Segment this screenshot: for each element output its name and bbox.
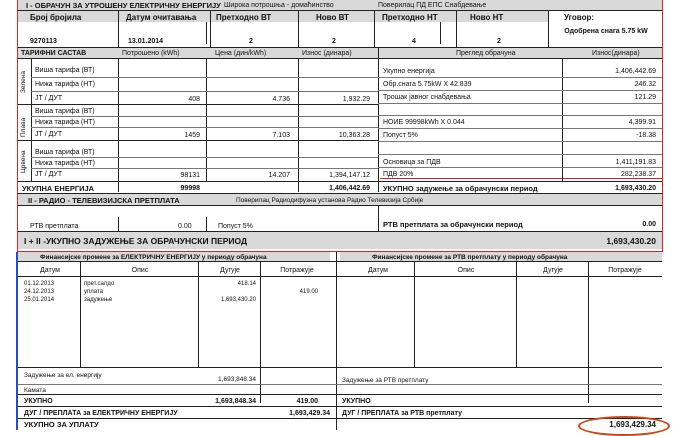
- rule: [198, 261, 199, 367]
- rule: [378, 141, 662, 142]
- total-energy-amount: 1,406,442.69: [329, 185, 370, 192]
- rule: [18, 181, 662, 182]
- supply-label: Трошак јавног снабдевања: [383, 94, 471, 101]
- section2-creditor: Поверилац Радиодифузна установа Радио Телевизија Србије: [236, 197, 424, 204]
- section1-category: Широка потрошња - домаћинство: [224, 2, 334, 9]
- zone-green: Зелена: [20, 71, 27, 93]
- rule: [18, 406, 662, 407]
- fin-row-debit: 418.14: [237, 281, 256, 287]
- rule: [378, 167, 662, 168]
- green-vt-label: Виша тарифа (ВТ): [35, 67, 95, 74]
- rule: [118, 11, 119, 47]
- reading-date: 13.01.2014: [128, 38, 164, 45]
- fin-energy-title: Финансијске промене за ЕЛЕКТРИЧНУ ЕНЕРГИЈУ у периоду обрачуна: [40, 254, 267, 261]
- fin-rtv-col-debit: Дугује: [543, 267, 563, 274]
- fin-energy-col-desc: Опис: [131, 267, 149, 274]
- prev-nt-value: 4: [412, 38, 416, 45]
- rule: [31, 116, 378, 117]
- rule: [206, 22, 207, 44]
- blue-jt-amount: 10,363.28: [338, 132, 370, 139]
- red-jt-label: ЈТ / ДУТ: [35, 171, 63, 178]
- fin-row-desc: задужење: [84, 297, 113, 303]
- rule: [378, 154, 662, 155]
- rule: [18, 205, 662, 206]
- section1-title: I - ОБРАЧУН ЗА УТРОШЕНУ ЕЛЕКТРИЧНУ ЕНЕРГИЈУ: [26, 1, 221, 10]
- section1-creditor: Поверилац ПД ЕПС Снабдевање: [378, 2, 487, 9]
- rtv-period-value: 0.00: [642, 221, 656, 228]
- vat-value: 282,238.37: [620, 171, 656, 178]
- fin-row-desc: прет.салдо: [84, 281, 115, 287]
- green-jt-price: 4.736: [272, 96, 290, 103]
- grand-total-value: 1,693,430.20: [606, 236, 656, 246]
- fin-energy-col-date: Датум: [40, 267, 60, 274]
- blue-jt-label: ЈТ / ДУТ: [35, 131, 63, 138]
- rule: [118, 58, 119, 192]
- rule: [18, 104, 378, 105]
- fin-row-credit: 419.00: [299, 289, 318, 295]
- rule: [440, 22, 441, 44]
- rule: [18, 384, 662, 385]
- zone-red: Црвена: [20, 150, 27, 174]
- green-jt-consumed: 408: [188, 96, 200, 103]
- new-vt-value: 2: [332, 38, 336, 45]
- col-price: Цена (дин/kWh): [215, 50, 267, 57]
- fin-row-date: 01.12.2013: [24, 281, 55, 287]
- section2-title: II - РАДИО - ТЕЛЕВИЗИЈСКА ПРЕТПЛАТА: [28, 196, 180, 205]
- total-consumed: 99998: [180, 185, 200, 192]
- fin-energy-col-credit: Потражује: [280, 267, 314, 274]
- col-contract: Уговор:: [564, 13, 595, 22]
- red-nt-label: Нижа тарифа (НТ): [35, 160, 95, 167]
- rule: [378, 48, 379, 192]
- total-energy-label: УКУПНА ЕНЕРГИЈА: [22, 184, 95, 193]
- fin-energy-charge-label: Задужење за ел. енергију: [24, 372, 102, 379]
- rtv-discount-label: Попуст 5%: [218, 223, 253, 230]
- red-jt-consumed: 98131: [180, 172, 200, 179]
- power-value: 246.32: [634, 81, 656, 88]
- rule: [378, 90, 662, 91]
- fin-row-desc: уплата: [84, 289, 103, 295]
- fin-rtv-col-credit: Потражује: [608, 267, 642, 274]
- rule: [378, 205, 379, 232]
- vat-base-label: Основица за ПДВ: [383, 159, 441, 166]
- rule: [18, 140, 378, 141]
- period-total-label: УКУПНО задужење за обрачунски период: [383, 184, 538, 193]
- rule: [206, 217, 207, 231]
- fin-energy-charge-value: 1,693,848.34: [218, 376, 256, 383]
- payment-value: 1,693,429.34: [609, 420, 656, 429]
- rule: [18, 261, 662, 262]
- green-nt-label: Нижа тарифа (НТ): [35, 81, 95, 88]
- rule: [414, 261, 415, 367]
- fin-energy-balance-label: ДУГ / ПРЕПЛАТА за ЕЛЕКТРИЧНУ ЕНЕРГИЈУ: [24, 410, 178, 417]
- period-total-value: 1,693,430.20: [615, 185, 656, 192]
- rule: [378, 77, 662, 78]
- fin-rtv-balance-label: ДУГ / ПРЕПЛАТА за РТВ претплату: [342, 410, 462, 417]
- rule: [298, 11, 299, 47]
- grand-total-label: I + II -УКУПНО ЗАДУЖЕЊЕ ЗА ОБРАЧУНСКИ ПЕРИОД: [24, 236, 248, 246]
- tax-label: НОИЕ 99998kWh X 0.044: [383, 119, 465, 126]
- discount-label: Попуст 5%: [383, 132, 418, 139]
- col-amount: Износ (динара): [302, 50, 352, 57]
- fin-rtv-col-desc: Опис: [457, 267, 475, 274]
- rule: [336, 252, 337, 430]
- blue-border-left: [16, 252, 18, 430]
- fin-rtv-title: Финансијске промене за РТВ претплату у периоду обрачуна: [372, 254, 568, 261]
- rule: [18, 276, 662, 277]
- rule: [548, 11, 549, 47]
- rule: [456, 11, 457, 47]
- meter-number: 9270113: [30, 38, 57, 45]
- supply-value: 121.29: [634, 94, 656, 101]
- fin-energy-total-label: УКУПНО: [24, 398, 53, 405]
- energy-total-value: 1,406,442.69: [615, 68, 656, 75]
- rule: [31, 127, 378, 128]
- fin-energy-interest-label: Камата: [24, 387, 46, 394]
- blue-jt-consumed: 1459: [184, 132, 200, 139]
- rule: [31, 77, 378, 78]
- rule: [18, 418, 662, 419]
- payment-label: УКУПНО ЗА УПЛАТУ: [24, 420, 99, 429]
- blue-jt-price: 7.103: [272, 132, 290, 139]
- rule: [80, 261, 81, 367]
- rule: [31, 157, 378, 158]
- rule: [378, 128, 662, 129]
- col-new-vt: Ново ВТ: [316, 13, 349, 22]
- blue-vt-label: Виша тарифа (ВТ): [35, 108, 95, 115]
- energy-total-label: Укупно енергија: [383, 68, 435, 75]
- rule: [374, 11, 375, 47]
- rule: [210, 11, 211, 47]
- col-prev-nt: Претходно НТ: [382, 13, 438, 22]
- new-nt-value: 2: [497, 38, 501, 45]
- discount-value: -18.38: [636, 132, 656, 139]
- fin-row-debit: 1,693,430.20: [220, 297, 256, 303]
- vat-base-value: 1,411,191.83: [615, 159, 656, 166]
- fin-row-date: 25.01.2014: [24, 297, 55, 303]
- col-tariff-system: ТАРИФНИ САСТАВ: [21, 50, 87, 57]
- rtv-period-label: РТВ претплата за обрачунски период: [383, 220, 523, 229]
- fin-rtv-charge-label: Задужење за РТВ претплату: [342, 377, 429, 384]
- fin-energy-total-debit: 1,693,848.34: [215, 398, 256, 405]
- fin-energy-balance-value: 1,693,429.34: [289, 410, 330, 417]
- rule: [298, 58, 299, 192]
- rule: [31, 168, 378, 169]
- fin-energy-total-credit: 419.00: [296, 398, 318, 405]
- col-meter: Број бројила: [30, 13, 82, 22]
- red-jt-amount: 1,394,147.12: [329, 172, 370, 179]
- header-row-bg: [18, 11, 548, 22]
- fin-energy-col-debit: Дугује: [220, 267, 240, 274]
- rule: [378, 103, 662, 104]
- prev-vt-value: 2: [249, 38, 253, 45]
- col-date: Датум очитавања: [126, 13, 197, 22]
- fin-rtv-col-date: Датум: [368, 267, 388, 274]
- col-consumed: Потрошено (kWh): [122, 50, 180, 57]
- red-border-left: [17, 0, 18, 252]
- col-prev-vt: Претходно ВТ: [216, 13, 272, 22]
- fin-rtv-total-label: УКУПНО: [342, 398, 371, 405]
- rule: [378, 115, 662, 116]
- rule: [18, 58, 662, 59]
- power-label: Обр.снага 5.75kW X 42.839: [383, 81, 472, 88]
- rule: [516, 261, 517, 367]
- col-overview: Преглед обрачуна: [456, 50, 516, 57]
- approved-power: Одобрена снага 5.75 kW: [564, 28, 648, 35]
- tax-value: 4,399.91: [628, 119, 656, 126]
- vat-label: ПДВ 20%: [383, 171, 414, 178]
- rule: [31, 91, 378, 92]
- rule: [260, 261, 261, 403]
- rule: [588, 261, 589, 403]
- col-new-nt: Ново НТ: [470, 13, 504, 22]
- rtv-value: 0.00: [178, 223, 192, 230]
- green-jt-label: ЈТ / ДУТ: [35, 95, 63, 102]
- rtv-label: РТВ претплата: [30, 223, 79, 230]
- rule: [18, 394, 662, 395]
- red-vt-label: Виша тарифа (ВТ): [35, 149, 95, 156]
- fin-row-date: 24.12.2013: [24, 289, 55, 295]
- rule: [18, 367, 662, 368]
- rule: [118, 217, 119, 231]
- red-jt-price: 14.207: [268, 172, 290, 179]
- blue-nt-label: Нижа тарифа (НТ): [35, 119, 95, 126]
- red-border-right: [662, 0, 663, 252]
- green-jt-amount: 1,932.29: [342, 96, 370, 103]
- col-overview-amount: Износ(динара): [592, 50, 640, 57]
- zone-blue: Плава: [20, 117, 27, 137]
